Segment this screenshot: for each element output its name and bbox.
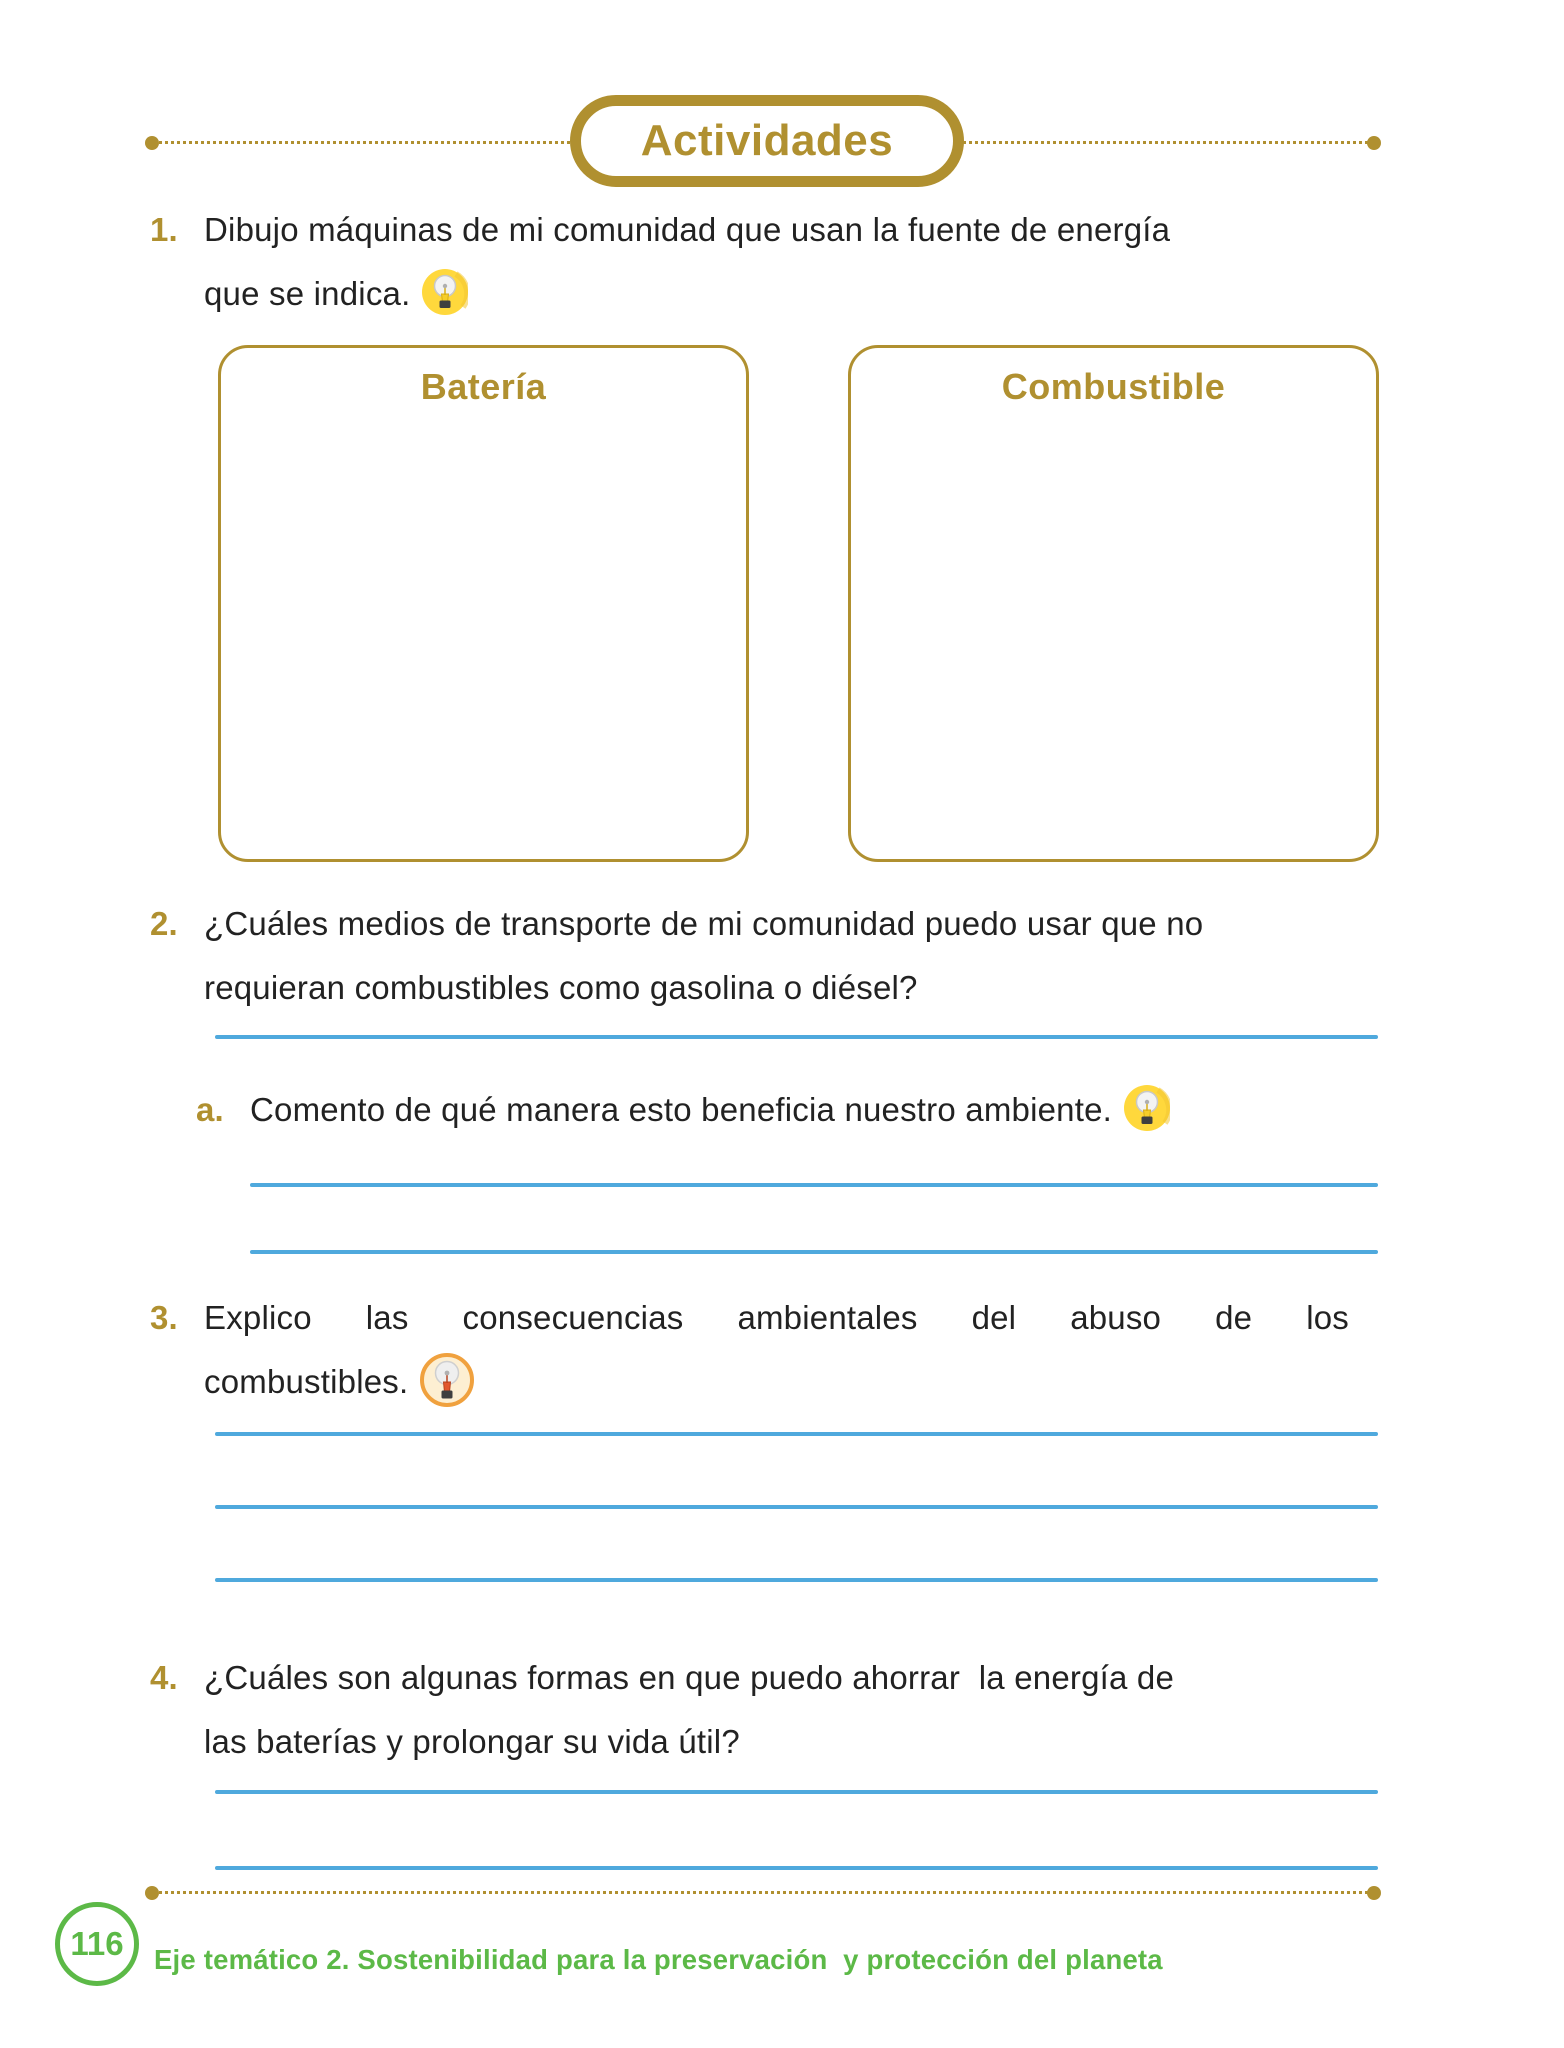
activity-number: 2. [150, 905, 178, 942]
activity-number: 3. [150, 1299, 178, 1336]
answer-line [215, 1866, 1378, 1870]
activity-number: 4. [150, 1659, 178, 1696]
activity-text-block [204, 1646, 1420, 1774]
lightbulb-icon [422, 269, 468, 315]
answer-line [215, 1790, 1378, 1794]
activity-4 [150, 1646, 1420, 1774]
sub-item-letter: a. [196, 1091, 224, 1128]
page-number-badge [55, 1902, 139, 1986]
dotted-divider-bottom [152, 1891, 1374, 1894]
answer-line [215, 1505, 1378, 1509]
question-line: Dibujo máquinas de mi comunidad que usan la fuente de energía [204, 211, 1171, 248]
page-title: Actividades [640, 116, 894, 165]
page-number: 116 [70, 1925, 124, 1962]
question-line [204, 262, 1420, 326]
lightbulb-orange-icon [420, 1353, 474, 1407]
drawing-box-combustible [848, 345, 1379, 862]
answer-line [250, 1183, 1378, 1187]
activity-text-block [250, 1078, 1426, 1142]
activity-1 [150, 198, 1420, 326]
question-line [204, 1350, 1349, 1414]
footer-theme-text: Eje temático 2. Sostenibilidad para la preservación y protección del planeta [154, 1944, 1163, 1975]
activity-text-block [204, 1286, 1349, 1414]
drawing-boxes [218, 345, 1379, 862]
activities-title-badge [570, 95, 964, 187]
question-line: ¿Cuáles son algunas formas en que puedo ahorrar la energía de [204, 1659, 1175, 1696]
drawing-box-label: Combustible [1001, 366, 1226, 407]
question-line [250, 1078, 1426, 1142]
activity-2a [196, 1078, 1426, 1142]
question-line: requieran combustibles como gasolina o diésel? [204, 969, 918, 1006]
answer-line [250, 1250, 1378, 1254]
activity-2 [150, 892, 1420, 1020]
question-text: que se indica. [204, 275, 411, 312]
activity-text-block [204, 892, 1420, 1020]
lightbulb-icon [1124, 1085, 1170, 1131]
activity-3 [150, 1286, 1349, 1414]
question-line: las baterías y prolongar su vida útil? [204, 1723, 740, 1760]
question-text: Comento de qué manera esto beneficia nuestro ambiente. [250, 1091, 1112, 1128]
question-text: combustibles. [204, 1363, 409, 1400]
drawing-box-bateria [218, 345, 749, 862]
activity-number: 1. [150, 211, 178, 248]
question-line: ¿Cuáles medios de transporte de mi comunidad puedo usar que no [204, 905, 1204, 942]
answer-line [215, 1432, 1378, 1436]
question-line: Explico las consecuencias ambientales del abuso de los [204, 1299, 1349, 1336]
drawing-box-label: Batería [420, 366, 547, 407]
activity-text-block [204, 198, 1420, 326]
answer-line [215, 1035, 1378, 1039]
answer-line [215, 1578, 1378, 1582]
